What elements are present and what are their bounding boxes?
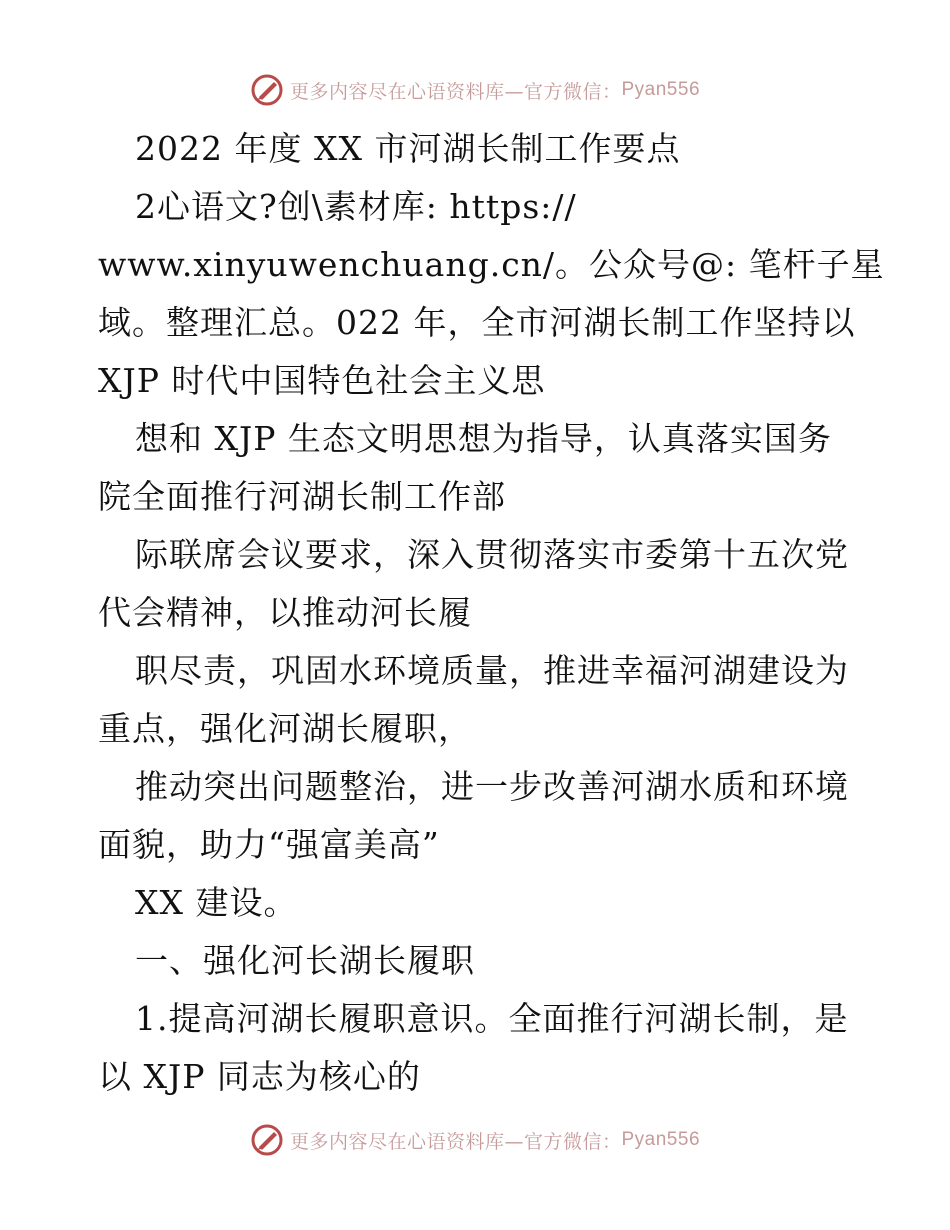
text-line: 院全面推行河湖长制工作部 — [98, 477, 506, 516]
watermark-text: 更多内容尽在心语资料库—官方微信： — [289, 80, 622, 103]
text-line: 1.提高河湖长履职意识。全面推行河湖长制，是 — [135, 999, 849, 1038]
text-line: 重点，强化河湖长履职， — [98, 709, 472, 748]
text-line: 职尽责，巩固水环境质量，推进幸福河湖建设为 — [135, 651, 849, 690]
watermark-text: 更多内容尽在心语资料库—官方微信： — [289, 1130, 622, 1153]
header-watermark — [0, 70, 950, 110]
text-line: 想和 XJP 生态文明思想为指导，认真落实国务 — [135, 419, 832, 458]
text-line: 2心语文?创\素材库: https:// — [135, 187, 577, 226]
text-line: 代会精神，以推动河长履 — [98, 593, 472, 632]
watermark-wechat-id: Pyan556 — [621, 79, 701, 100]
text-line: 以 XJP 同志为核心的 — [98, 1057, 421, 1096]
brush-logo-icon — [250, 1123, 284, 1157]
brush-logo-icon — [250, 73, 284, 107]
text-line: 域。整理汇总。022 年，全市河湖长制工作坚持以 — [98, 303, 856, 342]
text-line: XJP 时代中国特色社会主义思 — [98, 361, 546, 400]
text-line: 际联席会议要求，深入贯彻落实市委第十五次党 — [135, 535, 849, 574]
text-line: 2022 年度 XX 市河湖长制工作要点 — [135, 129, 681, 168]
text-line: www.xinyuwenchuang.cn/。公众号@: 笔杆子星 — [98, 245, 885, 284]
footer-watermark — [0, 1120, 950, 1160]
text-line: 面貌，助力“强富美高” — [98, 825, 440, 864]
text-line: 推动突出问题整治，进一步改善河湖水质和环境 — [135, 767, 849, 806]
watermark-wechat-id: Pyan556 — [621, 1129, 701, 1150]
section-heading: 一、强化河长湖长履职 — [135, 941, 475, 980]
text-line: XX 建设。 — [135, 883, 298, 922]
